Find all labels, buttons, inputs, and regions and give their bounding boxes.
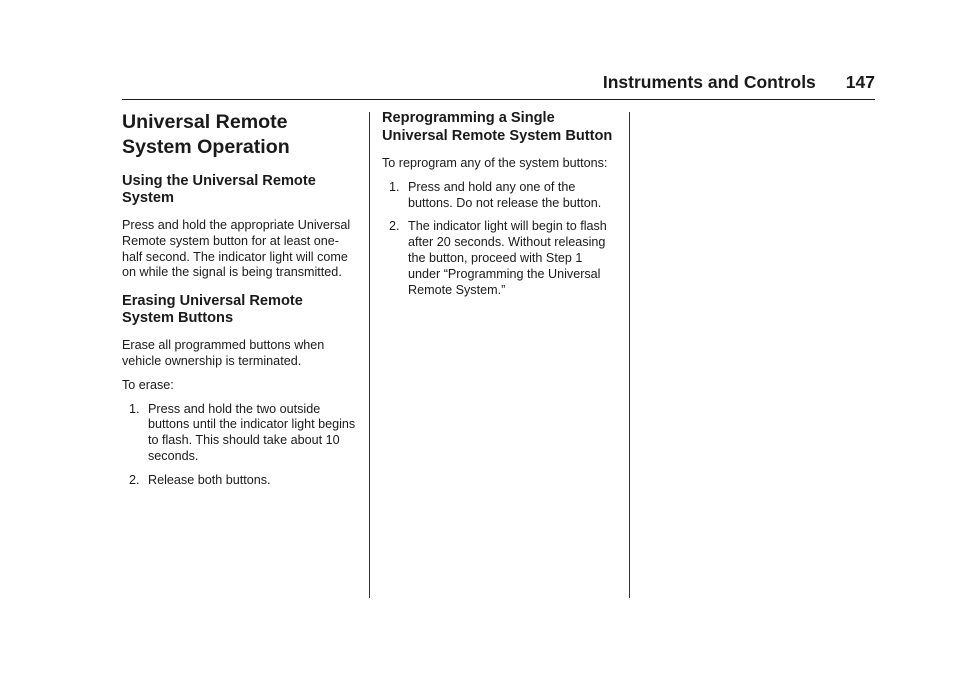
step-number: 2. (129, 472, 140, 487)
step-number: 2. (389, 219, 400, 234)
section-heading-using: Using the Universal Remote System (122, 173, 316, 206)
reprogram-steps (382, 180, 618, 299)
list-item (129, 402, 357, 465)
list-item (389, 180, 618, 212)
section-body-erasing: Erase all programmed buttons when vehicle ownership is terminated. (122, 338, 325, 368)
step-number: 1. (389, 179, 400, 194)
column-divider-1 (369, 112, 370, 598)
column-divider-2 (629, 112, 630, 598)
step-text: Press and hold the two outside buttons until the indicator light begins to flash. This should take about 10 seconds. (148, 401, 356, 463)
step-text: Release both buttons. (148, 472, 271, 487)
header-rule (122, 99, 875, 100)
erase-steps (122, 402, 357, 489)
middle-column (382, 110, 618, 298)
list-item (129, 473, 357, 489)
step-text: Press and hold any one of the buttons. Do not release the button. (408, 179, 602, 210)
left-column (122, 110, 357, 489)
section-body-using: Press and hold the appropriate Universal Remote system button for at least one-half second. The indicator light will come on while the signal is being transmitted. (122, 218, 351, 280)
page-title: Universal Remote System Operation (122, 111, 290, 158)
page-number: 147 (845, 72, 875, 92)
section-heading-reprogramming: Reprogramming a Single Universal Remote System Button (382, 110, 613, 144)
header-section-title: Instruments and Controls (602, 72, 816, 92)
section-heading-erasing: Erasing Universal Remote System Buttons (122, 293, 303, 327)
step-number: 1. (129, 401, 140, 416)
running-header (560, 72, 875, 94)
list-item (389, 219, 618, 298)
erase-intro: To erase: (122, 377, 174, 392)
reprogram-intro: To reprogram any of the system buttons: (382, 156, 608, 170)
step-text: The indicator light will begin to flash after 20 seconds. Without releasing the button, proceed with Step 1 under “Programming the Universal Remote System.” (408, 219, 607, 297)
